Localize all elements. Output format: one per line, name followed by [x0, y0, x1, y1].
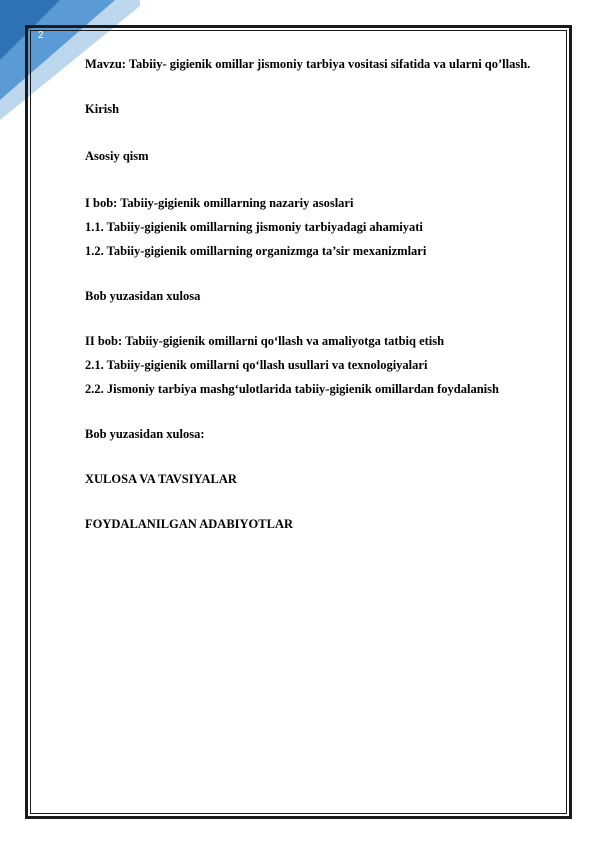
toc-section-1-2: 1.2. Tabiiy-gigienik omillarning organizmga ta’sir mexanizmlari — [85, 244, 427, 258]
toc-section-1-1: 1.1. Tabiiy-gigienik omillarning jismoniy tarbiyadagi ahamiyati — [85, 220, 423, 234]
toc-references: FOYDALANILGAN ADABIYOTLAR — [85, 517, 294, 531]
toc-section-2-2: 2.2. Jismoniy tarbiya mashg‘ulotlarida tabiiy-gigienik omillardan foydalanish — [85, 382, 499, 396]
toc-section-2-1: 2.1. Tabiiy-gigienik omillarni qo‘llash usullari va texnologiyalari — [85, 358, 428, 372]
toc-conclusion: XULOSA VA TAVSIYALAR — [85, 472, 237, 486]
toc-intro: Kirish — [85, 102, 120, 116]
table-of-contents — [85, 56, 555, 533]
toc-chapter-1: I bob: Tabiiy-gigienik omillarning nazariy asoslari — [85, 196, 354, 210]
toc-chapter-2-summary: Bob yuzasidan xulosa: — [85, 427, 205, 441]
toc-chapter-1-summary: Bob yuzasidan xulosa — [85, 289, 201, 303]
toc-main-part: Asosiy qism — [85, 149, 149, 163]
toc-chapter-2: II bob: Tabiiy-gigienik omillarni qo‘llash va amaliyotga tatbiq etish — [85, 334, 445, 348]
page-number: 2 — [38, 30, 44, 41]
topic-line: Mavzu: Tabiiy- gigienik omillar jismoniy tarbiya vositasi sifatida va ularni qo’llash. — [85, 57, 531, 71]
